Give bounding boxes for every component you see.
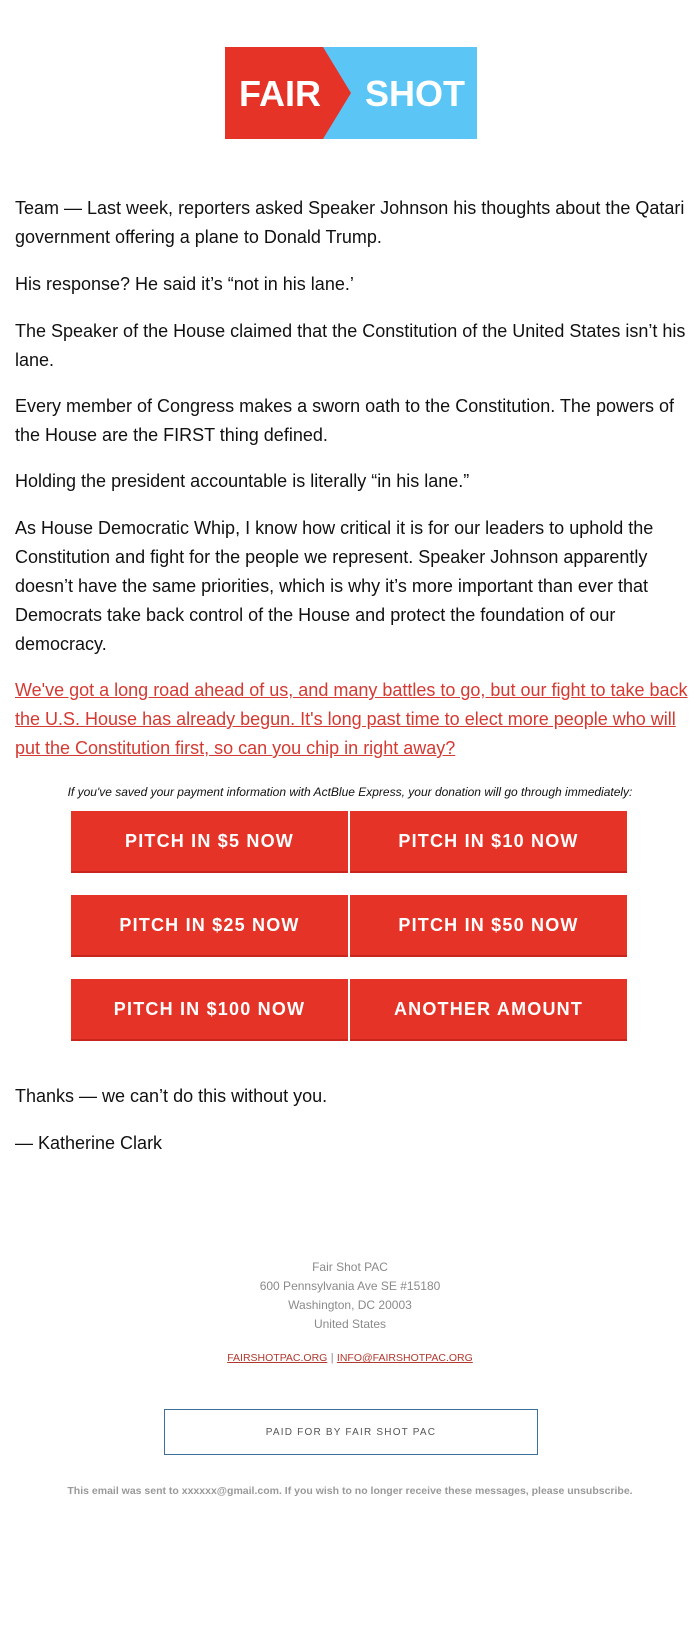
footer-address: [0, 1258, 700, 1334]
closing-signature: — Katherine Clark: [15, 1133, 163, 1153]
unsubscribe-notice[interactable]: This email was sent to xxxxxx@gmail.com. If you wish to no longer receive these messages, please unsubscribe.: [67, 1485, 633, 1497]
donate-25-button[interactable]: PITCH IN $25 NOW: [71, 895, 348, 957]
footer-links: [0, 1348, 700, 1368]
logo-text-fair: FAIR: [238, 73, 322, 114]
paragraph-accountable: Holding the president accountable is literally “in his lane.”: [15, 471, 470, 491]
paragraph-response: His response? He said it’s “not in his lane.’: [15, 274, 354, 294]
footer-org: Fair Shot PAC: [312, 1260, 388, 1274]
footer-website-link[interactable]: FAIRSHOTPAC.ORG: [227, 1352, 328, 1364]
fair-shot-logo: [225, 47, 477, 139]
paid-for-disclaimer: PAID FOR BY FAIR SHOT PAC: [164, 1409, 538, 1455]
donate-cta-link[interactable]: We've got a long road ahead of us, and many battles to go, but our fight to take back the U.S. House has already begun. It's long past time to elect more people who will put the Constitution first, so can you chip in right away?: [15, 680, 688, 758]
cta-paragraph: [15, 676, 690, 763]
footer-email-link[interactable]: INFO@FAIRSHOTPAC.ORG: [336, 1352, 473, 1364]
donate-10-button[interactable]: PITCH IN $10 NOW: [350, 811, 627, 873]
paragraph-intro: Team — Last week, reporters asked Speaker Johnson his thoughts about the Qatari government offering a plane to Donald Trump.: [15, 198, 685, 247]
donate-50-button[interactable]: PITCH IN $50 NOW: [350, 895, 627, 957]
footer-city: Washington, DC 20003: [288, 1298, 412, 1312]
donate-100-button[interactable]: PITCH IN $100 NOW: [71, 979, 348, 1041]
paragraph-speaker-claim: The Speaker of the House claimed that the Constitution of the United States isn’t his lane.: [15, 321, 686, 370]
footer-link-separator: |: [330, 1352, 334, 1364]
donate-5-button[interactable]: PITCH IN $5 NOW: [71, 811, 348, 873]
closing-thanks: Thanks — we can’t do this without you.: [15, 1086, 328, 1106]
logo-text-shot: SHOT: [364, 73, 466, 114]
actblue-express-note: If you've saved your payment information with ActBlue Express, your donation will go through immediately:: [67, 785, 633, 799]
footer-country: United States: [313, 1317, 387, 1331]
donate-other-amount-button[interactable]: ANOTHER AMOUNT: [350, 979, 627, 1041]
paragraph-oath: Every member of Congress makes a sworn oath to the Constitution. The powers of the House are the FIRST thing defined.: [15, 396, 674, 445]
paragraph-whip: As House Democratic Whip, I know how critical it is for our leaders to uphold the Constitution and fight for the people we represent. Speaker Johnson apparently doesn’t have the same priorities, which is why it’s more important than ever that Democrats take back control of the House and protect the foundation of our democracy.: [15, 518, 654, 654]
footer-street: 600 Pennsylvania Ave SE #15180: [259, 1279, 441, 1293]
